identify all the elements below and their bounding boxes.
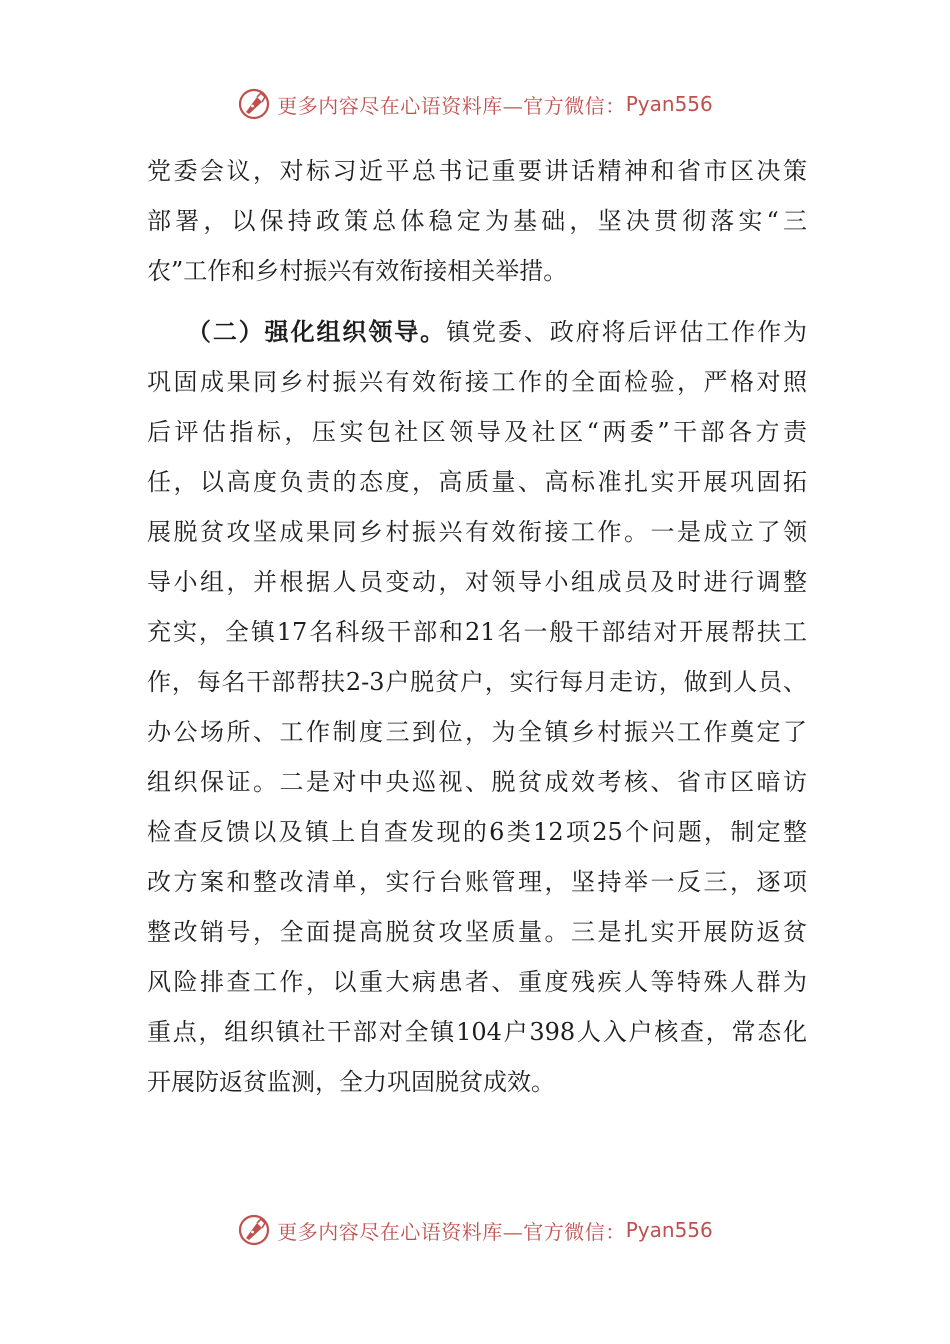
text-line: 部署，以保持政策总体稳定为基础，坚决贯彻落实“三 — [147, 207, 807, 235]
text-line: 重点，组织镇社干部对全镇104户398人入户核查，常态化 — [147, 1018, 807, 1046]
text-line: 开展防返贫监测，全力巩固脱贫成效。 — [147, 1068, 555, 1096]
footer-banner — [0, 1210, 950, 1250]
text-line: 后评估指标，压实包社区领导及社区“两委”干部各方责 — [147, 418, 807, 446]
text-line-continuation: 镇党委、政府将后评估工作作为 — [446, 318, 808, 346]
pen-nib-logo-icon — [237, 87, 271, 121]
paragraph-2 — [147, 307, 807, 1107]
section-heading: （二）强化组织领导。 — [185, 317, 447, 346]
banner-wechat-id: Pyan556 — [625, 92, 713, 116]
text-line: 检查反馈以及镇上自查发现的6类12项25个问题，制定整 — [147, 818, 807, 846]
text-line: 展脱贫攻坚成果同乡村振兴有效衔接工作。一是成立了领 — [147, 518, 807, 546]
banner-text: 更多内容尽在心语资料库—官方微信： — [277, 1219, 626, 1244]
paragraph-1 — [147, 146, 807, 296]
text-line: 导小组，并根据人员变动，对领导小组成员及时进行调整 — [147, 568, 807, 596]
text-line: 整改销号，全面提高脱贫攻坚质量。三是扎实开展防返贫 — [147, 918, 807, 946]
text-line: 巩固成果同乡村振兴有效衔接工作的全面检验，严格对照 — [147, 368, 807, 396]
text-line: 办公场所、工作制度三到位，为全镇乡村振兴工作奠定了 — [147, 718, 807, 746]
banner-wechat-id: Pyan556 — [625, 1218, 713, 1242]
text-line: 风险排查工作，以重大病患者、重度残疾人等特殊人群为 — [147, 968, 807, 996]
banner-text: 更多内容尽在心语资料库—官方微信： — [277, 93, 626, 118]
document-body — [147, 146, 807, 1107]
text-line — [147, 307, 807, 357]
text-line: 任，以高度负责的态度，高质量、高标准扎实开展巩固拓 — [147, 468, 807, 496]
text-line: 党委会议，对标习近平总书记重要讲话精神和省市区决策 — [147, 157, 807, 185]
text-line: 作，每名干部帮扶2-3户脱贫户，实行每月走访，做到人员、 — [147, 668, 807, 696]
text-line: 农”工作和乡村振兴有效衔接相关举措。 — [147, 257, 568, 285]
text-line: 组织保证。二是对中央巡视、脱贫成效考核、省市区暗访 — [147, 768, 807, 796]
text-line: 充实，全镇17名科级干部和21名一般干部结对开展帮扶工 — [147, 618, 807, 646]
header-banner — [0, 84, 950, 124]
pen-nib-logo-icon — [237, 1213, 271, 1247]
text-line: 改方案和整改清单，实行台账管理，坚持举一反三，逐项 — [147, 868, 807, 896]
